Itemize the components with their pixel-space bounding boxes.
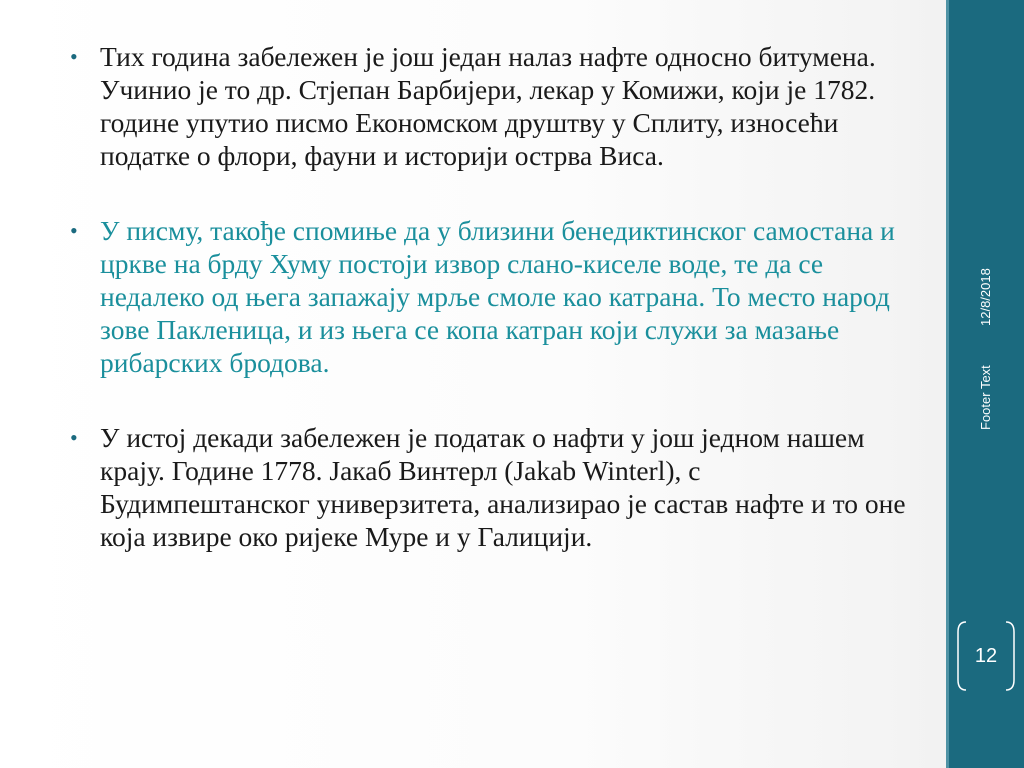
slide-footer: Footer Text xyxy=(978,365,993,430)
page-number: 12 xyxy=(974,645,998,667)
slide-date: 12/8/2018 xyxy=(978,268,993,326)
bullet-text-2: У писму, такође спомиње да у близини бенедиктинског самостана и цркве на брду Хуму постоји извор слано-киселе воде, те да се недалеко од њега запажају мрље смоле као катрана. То место народ зове Пакленица, и из њега се копа катран који служи за мазање рибарских бродова. xyxy=(100,215,895,378)
bullet-dot-icon: • xyxy=(70,44,78,69)
side-bar-edge xyxy=(946,0,949,768)
bullet-text-3: У истој декади забележен је податак о нафти у још једном нашем крају. Године 1778. Јакаб Винтерл (Jakab Winterl), с Будимпештанског универзитета, анализирао је састав нафте и то оне која извире око ријеке Муре и у Галицији. xyxy=(100,422,906,552)
bullet-dot-icon: • xyxy=(70,218,78,243)
page-number-box xyxy=(954,618,1024,694)
bullet-item-3 xyxy=(68,421,908,553)
bullet-item-2 xyxy=(68,214,908,379)
bullet-dot-icon: • xyxy=(70,425,78,450)
bullet-list xyxy=(68,40,908,595)
bullet-text-1: Тих година забележен је још један налаз нафте односно битумена. Учинио је то др. Стјепан Барбијери, лекар у Комижи, који је 1782. године упутио писмо Економском друштву у Сплиту, износећи податке о флори, фауни и историји острва Виса. xyxy=(100,41,876,171)
bullet-item-1 xyxy=(68,40,908,172)
